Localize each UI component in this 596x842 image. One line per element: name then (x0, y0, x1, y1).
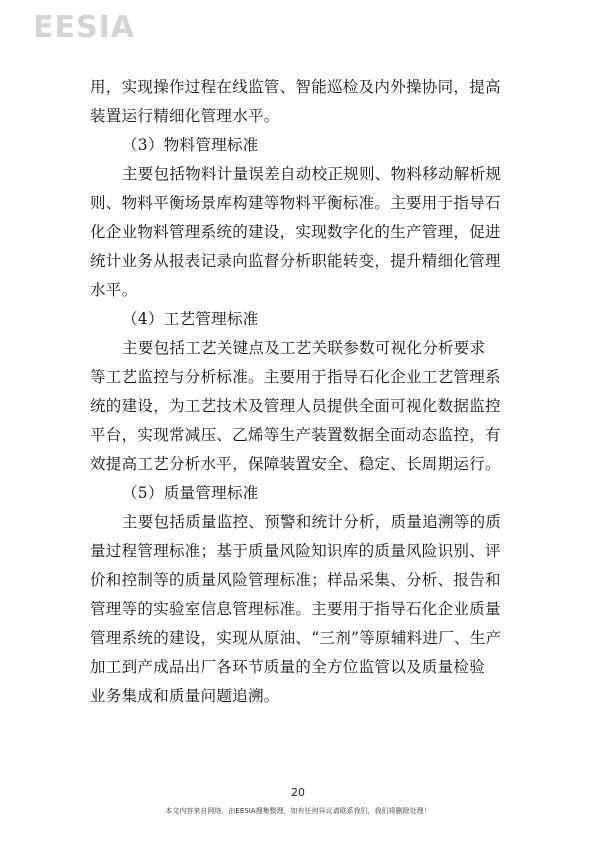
body-line: 量过程管理标准；基于质量风险知识库的质量风险识别、评 (90, 542, 501, 560)
section-heading-quality: （5）质量管理标准 (122, 484, 259, 502)
body-line: 用，实现操作过程在线监管、智能巡检及内外操协同，提高 (90, 78, 501, 96)
body-line: 统计业务从报表记录向监督分析职能转变，提升精细化管理 (90, 252, 501, 270)
body-line: 业务集成和质量问题追溯。 (90, 687, 280, 705)
body-line: 化企业物料管理系统的建设，实现数字化的生产管理，促进 (90, 223, 501, 241)
eesia-logo: EESIA (33, 10, 135, 45)
section-heading-process: （4）工艺管理标准 (122, 310, 259, 328)
body-line: 管理系统的建设，实现从原油、“三剂”等原辅料进厂、生产 (90, 629, 502, 647)
body-line: 水平。 (90, 281, 138, 299)
body-line: 装置运行精细化管理水平。 (90, 107, 280, 125)
body-line: 主要包括质量监控、预警和统计分析，质量追溯等的质 (122, 513, 502, 531)
body-line: 主要包括物料计量误差自动校正规则、物料移动解析规 (122, 165, 502, 183)
body-line: 效提高工艺分析水平，保障装置安全、稳定、长周期运行。 (90, 455, 501, 473)
body-line: 等工艺监控与分析标准。主要用于指导石化企业工艺管理系 (90, 368, 501, 386)
body-line: 管理等的实验室信息管理标准。主要用于指导石化企业质量 (90, 600, 501, 618)
document-body (90, 73, 508, 711)
body-line: 则、物料平衡场景库构建等物料平衡标准。主要用于指导石 (90, 194, 501, 212)
body-line: 统的建设，为工艺技术及管理人员提供全面可视化数据监控 (90, 397, 501, 415)
page-number: 20 (291, 786, 305, 799)
body-line: 平台，实现常减压、乙烯等生产装置数据全面动态监控，有 (90, 426, 501, 444)
body-line: 主要包括工艺关键点及工艺关联参数可视化分析要求 (122, 339, 486, 357)
footer-notice: 本文内容来自网络，由EESIA搜集整理，如有任何异议请联系我们，我们将删除处理！ (165, 807, 431, 815)
body-line: 加工到产成品出厂各环节质量的全方位监管以及质量检验 (90, 658, 486, 676)
section-heading-materials: （3）物料管理标准 (122, 136, 259, 154)
body-line: 价和控制等的质量风险管理标准；样品采集、分析、报告和 (90, 571, 501, 589)
